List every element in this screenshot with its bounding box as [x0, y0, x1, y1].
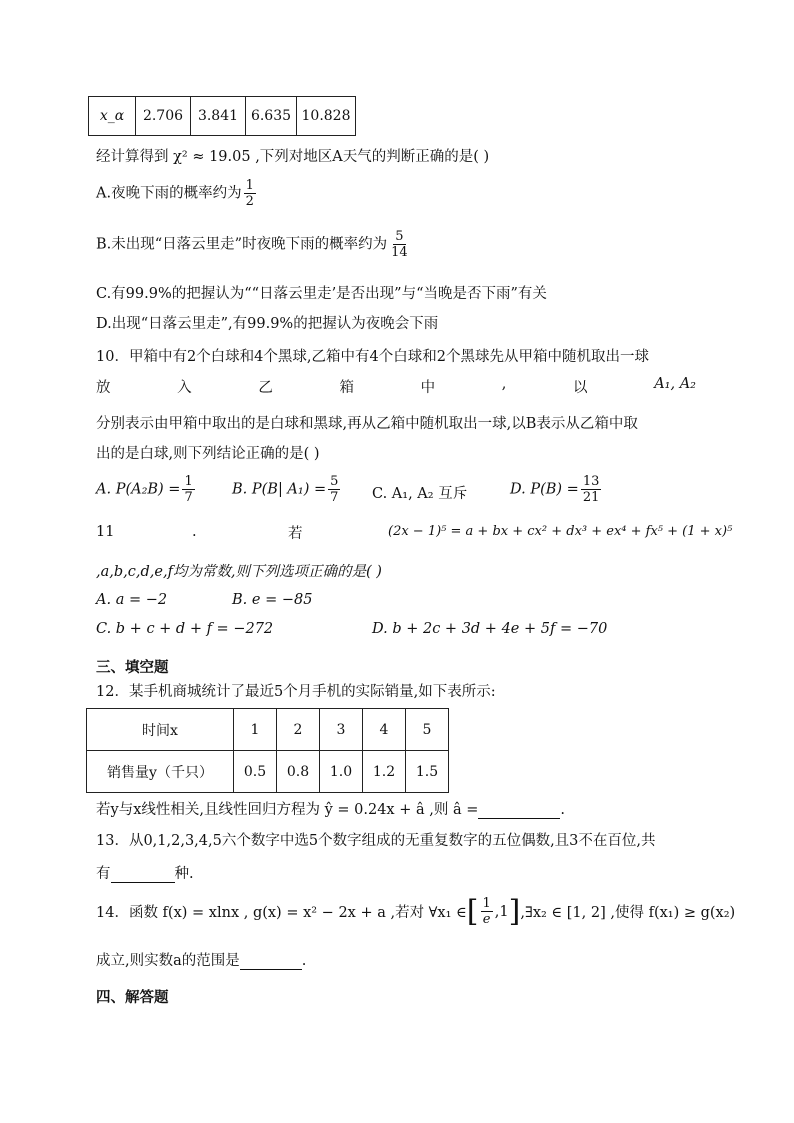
table-cell: 3 [320, 709, 363, 751]
q10-line1: 10．甲箱中有2个白球和4个黑球,乙箱中有4个白球和2个黑球先从甲箱中随机取出一球 [96, 349, 649, 365]
fraction: $\frac{13}{21}$ [582, 474, 600, 505]
q11-line2: ,a,b,c,d,e,f均为常数,则下列选项正确的是( ) [96, 564, 382, 580]
table-cell: 1.2 [363, 751, 406, 793]
fraction: $\frac{1}{2}$ [245, 178, 254, 209]
q12-tail: 若y与x线性相关,且线性回归方程为 ŷ = 0.24x + â ,则 â = . [96, 802, 565, 818]
table-cell: 1 [234, 709, 277, 751]
q11-number: 11 [96, 524, 115, 540]
sales-table [86, 708, 449, 793]
q10-option-a: A. P(A₂B) = $\frac{1}{7}$ [96, 474, 193, 505]
fraction: $\frac{5}{7}$ [330, 474, 339, 505]
table-cell: 0.8 [277, 751, 320, 793]
table-cell: 时间x [87, 709, 234, 751]
left-bracket: [ [466, 893, 479, 929]
fraction: $\frac{1}{7}$ [184, 474, 193, 505]
table-cell: 6.635 [246, 97, 297, 136]
q9-option-a: A.夜晚下雨的概率约为 $\frac{1}{2}$ [96, 178, 254, 209]
q11-dot: . [192, 524, 197, 540]
table-cell: 1.0 [320, 751, 363, 793]
table-row [89, 97, 356, 136]
answer-blank[interactable] [111, 868, 175, 883]
table-cell: 2 [277, 709, 320, 751]
q9-option-b: B.未出现“日落云里走”时夜晚下雨的概率约为 $\frac{5}{14}$ [96, 229, 408, 260]
q12-stem: 12．某手机商城统计了最近5个月手机的实际销量,如下表所示: [96, 684, 496, 700]
q11-ruo: 若 [288, 526, 303, 542]
fraction: $\frac{1}{e}$ [482, 896, 491, 927]
table-cell: 5 [406, 709, 449, 751]
table-cell: 3.841 [191, 97, 246, 136]
q10-option-c: C. A₁, A₂ 互斥 [372, 486, 468, 502]
q11-option-c: C. b + c + d + f = −272 [96, 621, 274, 637]
q13-line1: 13．从0,1,2,3,4,5六个数字中选5个数字组成的无重复数字的五位偶数,且3不在百位,共 [96, 833, 656, 849]
q14-line2: 成立,则实数a的范围是 . [96, 953, 307, 969]
q10-option-b: B. P(B| A₁) = $\frac{5}{7}$ [232, 474, 339, 505]
critical-value-table [88, 96, 356, 136]
table-cell: x_α [89, 97, 136, 136]
table-row [87, 751, 449, 793]
right-bracket: ] [508, 893, 521, 929]
q9-option-d: D.出现“日落云里走”,有99.9%的把握认为夜晚会下雨 [96, 316, 439, 332]
q11-option-b: B. e = −85 [232, 592, 313, 608]
table-cell: 销售量y（千只） [87, 751, 234, 793]
q11-equation: (2x − 1)⁵ = a + bx + cx² + dx³ + ex⁴ + fx⁵ + (1 + x)⁵ [388, 524, 733, 539]
q10-line4: 出的是白球,则下列结论正确的是( ) [96, 446, 320, 462]
q10-line2: 放 入 乙 箱 中 , 以 A₁, A₂ [96, 376, 696, 396]
table-cell: 2.706 [136, 97, 191, 136]
table-cell: 0.5 [234, 751, 277, 793]
answer-blank[interactable] [478, 804, 560, 819]
q13-line2: 有 种. [96, 866, 194, 882]
table-cell: 4 [363, 709, 406, 751]
q10-option-d: D. P(B) = $\frac{13}{21}$ [510, 474, 600, 505]
q9-stem: 经计算得到 χ² ≈ 19.05 ,下列对地区A天气的判断正确的是( ) [96, 149, 490, 165]
table-cell: 10.828 [297, 97, 356, 136]
section-heading-answer: 四、解答题 [96, 989, 169, 1006]
answer-blank[interactable] [240, 955, 302, 970]
section-heading-fill-in: 三、填空题 [96, 659, 169, 676]
q11-option-a: A. a = −2 [96, 592, 168, 608]
table-cell: 1.5 [406, 751, 449, 793]
q10-line3: 分别表示由甲箱中取出的是白球和黑球,再从乙箱中随机取出一球,以B表示从乙箱中取 [96, 416, 638, 432]
table-row [87, 709, 449, 751]
q11-option-d: D. b + 2c + 3d + 4e + 5f = −70 [372, 621, 608, 637]
q14-line1: 14．函数 f(x) = xlnx , g(x) = x² − 2x + a ,若对 ∀x₁ ∈ [ $\frac{1}{e}$ ,1 ] ,∃x₂ ∈ [1, 2] ,使得 f(x₁) ≥ g(x₂) [96, 893, 736, 929]
fraction: $\frac{5}{14}$ [391, 229, 408, 260]
q9-option-c: C.有99.9%的把握认为““日落云里走’是否出现”与“当晚是否下雨”有关 [96, 286, 547, 302]
